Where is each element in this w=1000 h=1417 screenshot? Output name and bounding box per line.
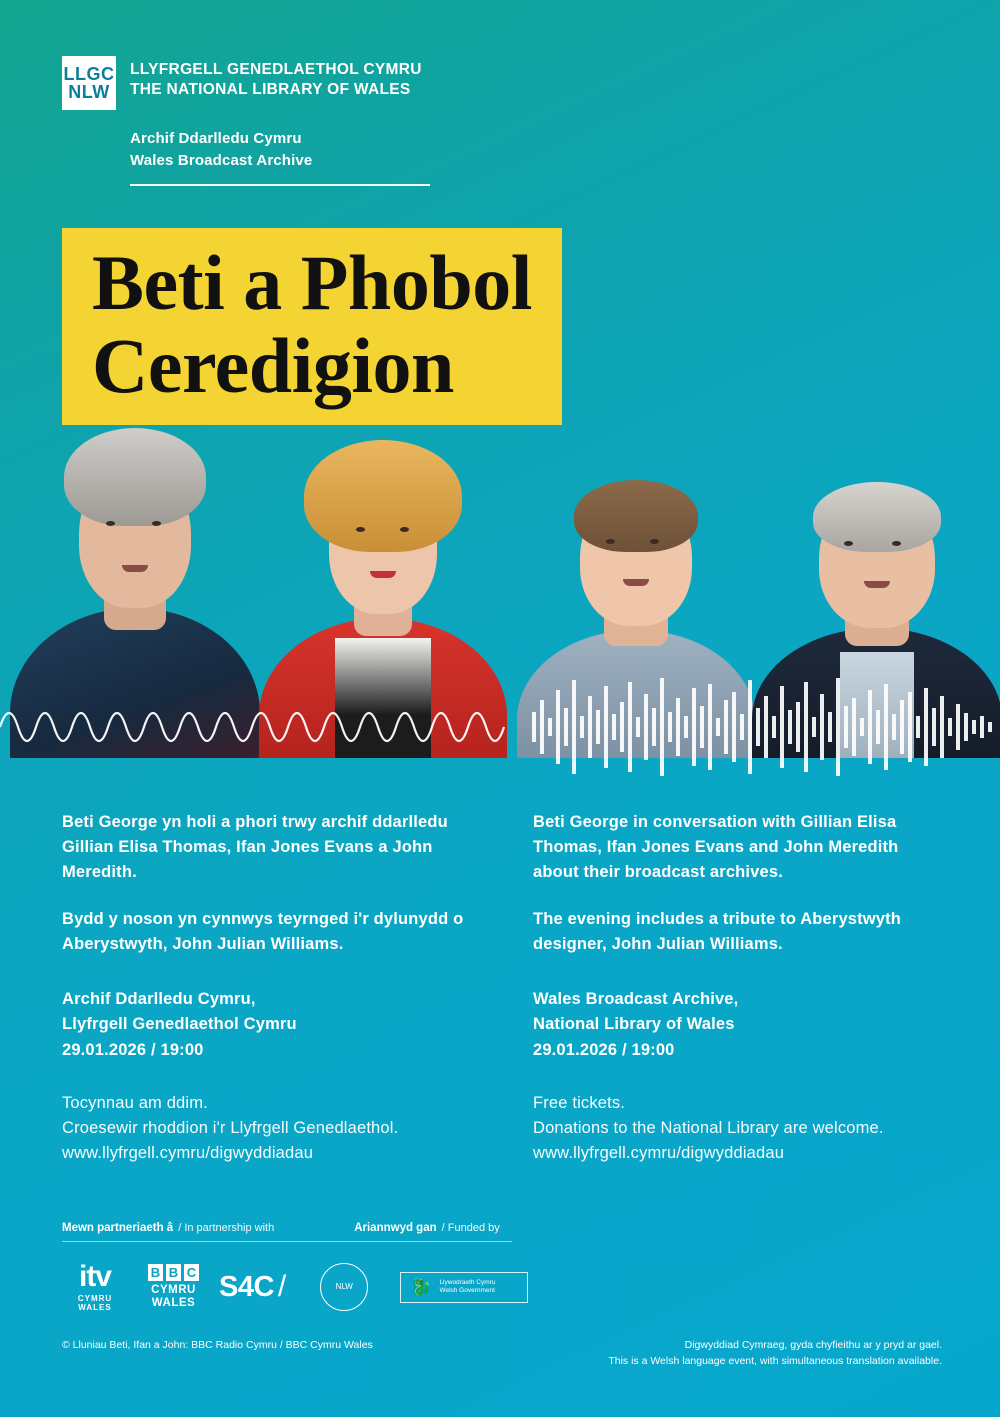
- poster-title: [62, 228, 562, 425]
- logo-mark-line2: NLW: [68, 82, 110, 102]
- john-hair: [813, 482, 941, 552]
- bbc-sublabel: [148, 1284, 199, 1309]
- english-venue-line2: National Library of Wales: [533, 1015, 735, 1034]
- language-note-english: This is a Welsh language event, with simultaneous translation available.: [608, 1354, 942, 1367]
- english-venue-block: [533, 987, 942, 1062]
- welsh-column: [62, 810, 471, 1166]
- language-note: [608, 1338, 942, 1370]
- john-mouth: [864, 581, 890, 588]
- bbc-block-2: B: [166, 1264, 181, 1281]
- welsh-government-logo: [400, 1272, 528, 1303]
- s4c-logo: [219, 1270, 286, 1304]
- bbc-cymru-wales-logo: [148, 1264, 199, 1309]
- english-datetime: 29.01.2026 / 19:00: [533, 1040, 675, 1059]
- john-eye-right: [892, 541, 901, 546]
- ifan-hair: [574, 480, 698, 552]
- gillian-eye-right: [400, 527, 409, 532]
- english-column: [533, 810, 942, 1166]
- gillian-eye-left: [356, 527, 365, 532]
- welsh-datetime: 29.01.2026 / 19:00: [62, 1040, 204, 1059]
- beti-eye-left: [106, 521, 115, 526]
- gillian-hair: [304, 440, 462, 552]
- john-eye-left: [844, 541, 853, 546]
- funded-label-group: [354, 1222, 500, 1234]
- waveform-svg: [0, 672, 1000, 782]
- beti-hair: [64, 428, 206, 526]
- bbc-blocks: [148, 1264, 199, 1281]
- english-tribute: The evening includes a tribute to Aberystwyth designer, John Julian Williams.: [533, 910, 902, 954]
- s4c-wordmark: S4C: [219, 1270, 274, 1303]
- itv-sublabel: CYMRU WALES: [77, 1294, 113, 1312]
- itv-cymru-wales-logo: [62, 1262, 128, 1312]
- details-columns: [62, 810, 942, 1166]
- partnership-label-english: / In partnership with: [178, 1222, 275, 1234]
- ifan-mouth: [623, 579, 649, 586]
- welsh-tickets-line1: Tocynnau am ddim.: [62, 1093, 208, 1112]
- library-name-welsh: LLYFRGELL GENEDLAETHOL CYMRU: [130, 61, 422, 78]
- welsh-government-line1: Llywodraeth Cymru: [439, 1278, 496, 1286]
- photo-credit: © Lluniau Beti, Ifan a John: BBC Radio Cymru / BBC Cymru Wales: [62, 1339, 373, 1351]
- dragon-icon: 🐉: [410, 1277, 432, 1297]
- english-tickets-line1: Free tickets.: [533, 1093, 626, 1112]
- header-divider: [130, 184, 430, 186]
- llgc-nlw-logo-mark: [62, 56, 116, 110]
- bbc-block-1: B: [148, 1264, 163, 1281]
- gillian-mouth: [370, 571, 396, 578]
- language-note-welsh: Digwyddiad Cymraeg, gyda chyfieithu ar y pryd ar gael.: [684, 1339, 942, 1351]
- partner-labels: [62, 1222, 942, 1234]
- partner-divider: [62, 1241, 512, 1242]
- library-logo: [62, 56, 482, 110]
- welsh-intro: Beti George yn holi a phori trwy archif ddarlledu Gillian Elisa Thomas, Ifan Jones Evans a John Meredith.: [62, 813, 448, 882]
- nlw-crest-icon: [320, 1263, 368, 1311]
- welsh-government-text: [439, 1279, 495, 1295]
- title-line-1: Beti a Phobol: [92, 239, 532, 326]
- partners-section: [62, 1222, 942, 1312]
- s4c-slash: /: [277, 1270, 287, 1303]
- welsh-tickets-line2: Croesewir rhoddion i'r Llyfrgell Genedlaethol.: [62, 1118, 399, 1137]
- partnership-label-welsh: Mewn partneriaeth â: [62, 1222, 174, 1234]
- ifan-eye-left: [606, 539, 615, 544]
- welsh-url[interactable]: www.llyfrgell.cymru/digwyddiadau: [62, 1143, 314, 1162]
- archive-name: [130, 128, 482, 172]
- library-name: [130, 56, 422, 101]
- beti-eye-right: [152, 521, 161, 526]
- welsh-tribute: Bydd y noson yn cynnwys teyrnged i'r dylunydd o Aberystwyth, John Julian Williams.: [62, 910, 464, 954]
- audio-waveform: [0, 672, 1000, 782]
- ifan-eye-right: [650, 539, 659, 544]
- partnership-label-group: [62, 1222, 274, 1234]
- archive-name-english: Wales Broadcast Archive: [130, 151, 313, 169]
- beti-mouth: [122, 565, 148, 572]
- welsh-venue-line1: Archif Ddarlledu Cymru,: [62, 990, 256, 1009]
- nlw-crest-label: NLW: [335, 1281, 353, 1291]
- english-url[interactable]: www.llyfrgell.cymru/digwyddiadau: [533, 1143, 785, 1162]
- welsh-tickets-block: [62, 1091, 471, 1166]
- title-line-2: Ceredigion: [92, 321, 454, 409]
- welsh-venue-line2: Llyfrgell Genedlaethol Cymru: [62, 1015, 297, 1034]
- welsh-government-line2: Welsh Government: [439, 1287, 495, 1294]
- brand-header: [62, 56, 482, 186]
- partner-logos: [62, 1262, 942, 1312]
- poster-footer: [62, 1338, 942, 1370]
- welsh-venue-block: [62, 987, 471, 1062]
- bbc-sublabel-line2: WALES: [151, 1297, 196, 1309]
- itv-wordmark: itv: [78, 1260, 111, 1293]
- english-tickets-block: [533, 1091, 942, 1166]
- english-tickets-line2: Donations to the National Library are welcome.: [533, 1118, 884, 1137]
- bbc-block-3: C: [184, 1264, 199, 1281]
- logo-mark-line1: LLGC: [63, 64, 115, 84]
- archive-name-welsh: Archif Ddarlledu Cymru: [130, 130, 302, 147]
- funded-label-english: / Funded by: [441, 1222, 500, 1234]
- library-name-english: THE NATIONAL LIBRARY OF WALES: [130, 81, 411, 99]
- english-intro: Beti George in conversation with Gillian Elisa Thomas, Ifan Jones Evans and John Meredith about their broadcast archives.: [533, 813, 899, 882]
- english-venue-line1: Wales Broadcast Archive,: [533, 990, 739, 1009]
- funded-label-welsh: Ariannwyd gan: [354, 1222, 437, 1234]
- bbc-sublabel-line1: CYMRU: [151, 1284, 196, 1297]
